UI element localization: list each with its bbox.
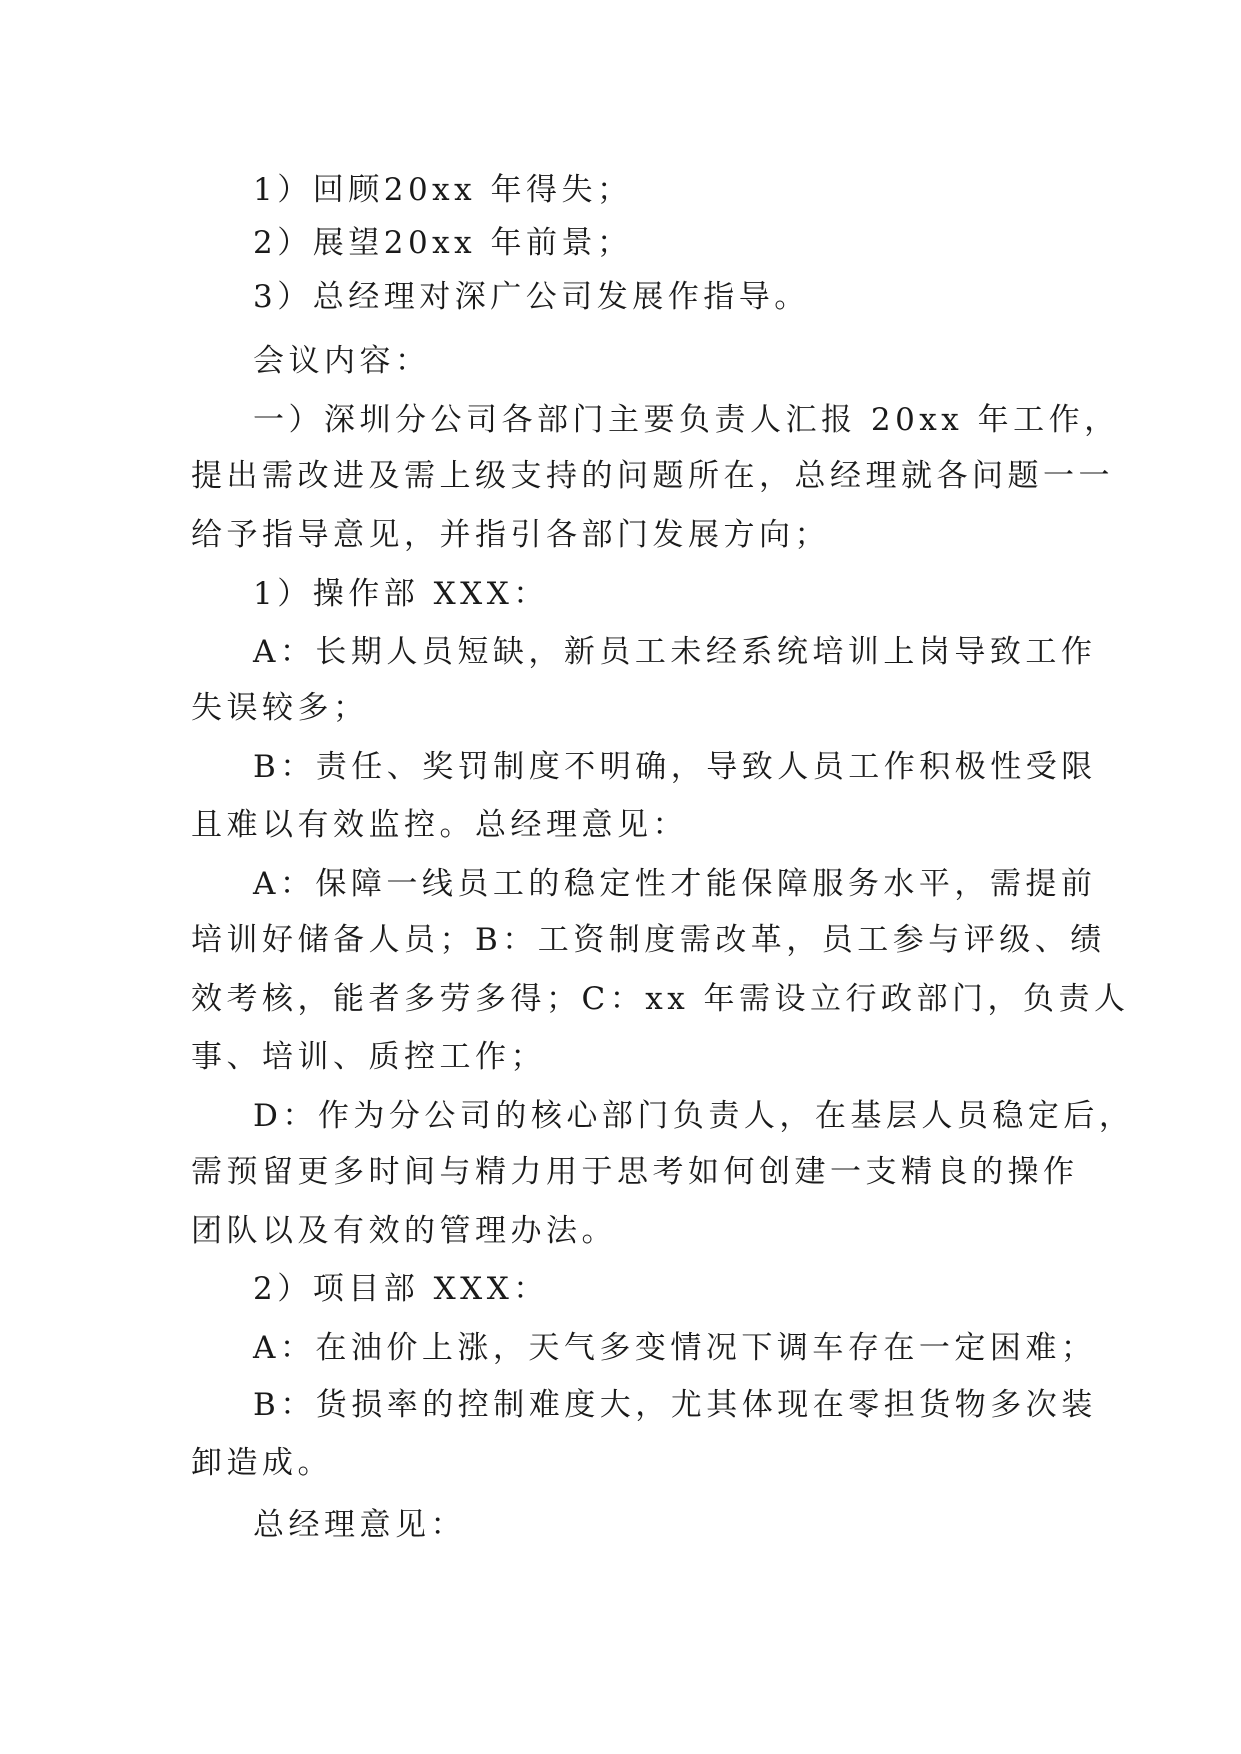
text-line: 会议内容：	[253, 343, 431, 379]
text-line: 1）回顾20xx 年得失；	[253, 172, 633, 208]
text-line: A：长期人员短缺，新员工未经系统培训上岗导致工作	[253, 634, 1097, 670]
text-line: 总经理意见：	[253, 1507, 466, 1543]
text-line: 3）总经理对深广公司发展作指导。	[253, 279, 810, 315]
text-line: 1）操作部 XXX：	[253, 576, 549, 612]
text-line: 给予指导意见，并指引各部门发展方向；	[191, 517, 830, 553]
text-line: 2）展望20xx 年前景；	[253, 225, 633, 261]
text-line: 效考核，能者多劳多得；C：xx 年需设立行政部门，负责人	[191, 981, 1130, 1017]
text-line: 培训好储备人员；B：工资制度需改革，员工参与评级、绩	[191, 922, 1106, 958]
text-line: 事、培训、质控工作；	[191, 1039, 546, 1075]
text-line: B：货损率的控制难度大，尤其体现在零担货物多次装	[253, 1387, 1097, 1423]
text-line: A：保障一线员工的稳定性才能保障服务水平，需提前	[253, 866, 1097, 902]
text-line: 需预留更多时间与精力用于思考如何创建一支精良的操作	[191, 1154, 1079, 1190]
text-line: B：责任、奖罚制度不明确，导致人员工作积极性受限	[253, 749, 1097, 785]
text-line: 卸造成。	[191, 1445, 333, 1481]
text-line: 团队以及有效的管理办法。	[191, 1213, 617, 1249]
text-line: D：作为分公司的核心部门负责人，在基层人员稳定后，	[253, 1098, 1135, 1134]
text-line: 失误较多；	[191, 690, 369, 726]
text-line: A：在油价上涨，天气多变情况下调车存在一定困难；	[253, 1330, 1097, 1366]
text-line: 且难以有效监控。总经理意见：	[191, 807, 688, 843]
text-line: 2）项目部 XXX：	[253, 1271, 549, 1307]
text-line: 提出需改进及需上级支持的问题所在，总经理就各问题一一	[191, 458, 1114, 494]
text-line: 一）深圳分公司各部门主要负责人汇报 20xx 年工作，	[253, 402, 1120, 438]
